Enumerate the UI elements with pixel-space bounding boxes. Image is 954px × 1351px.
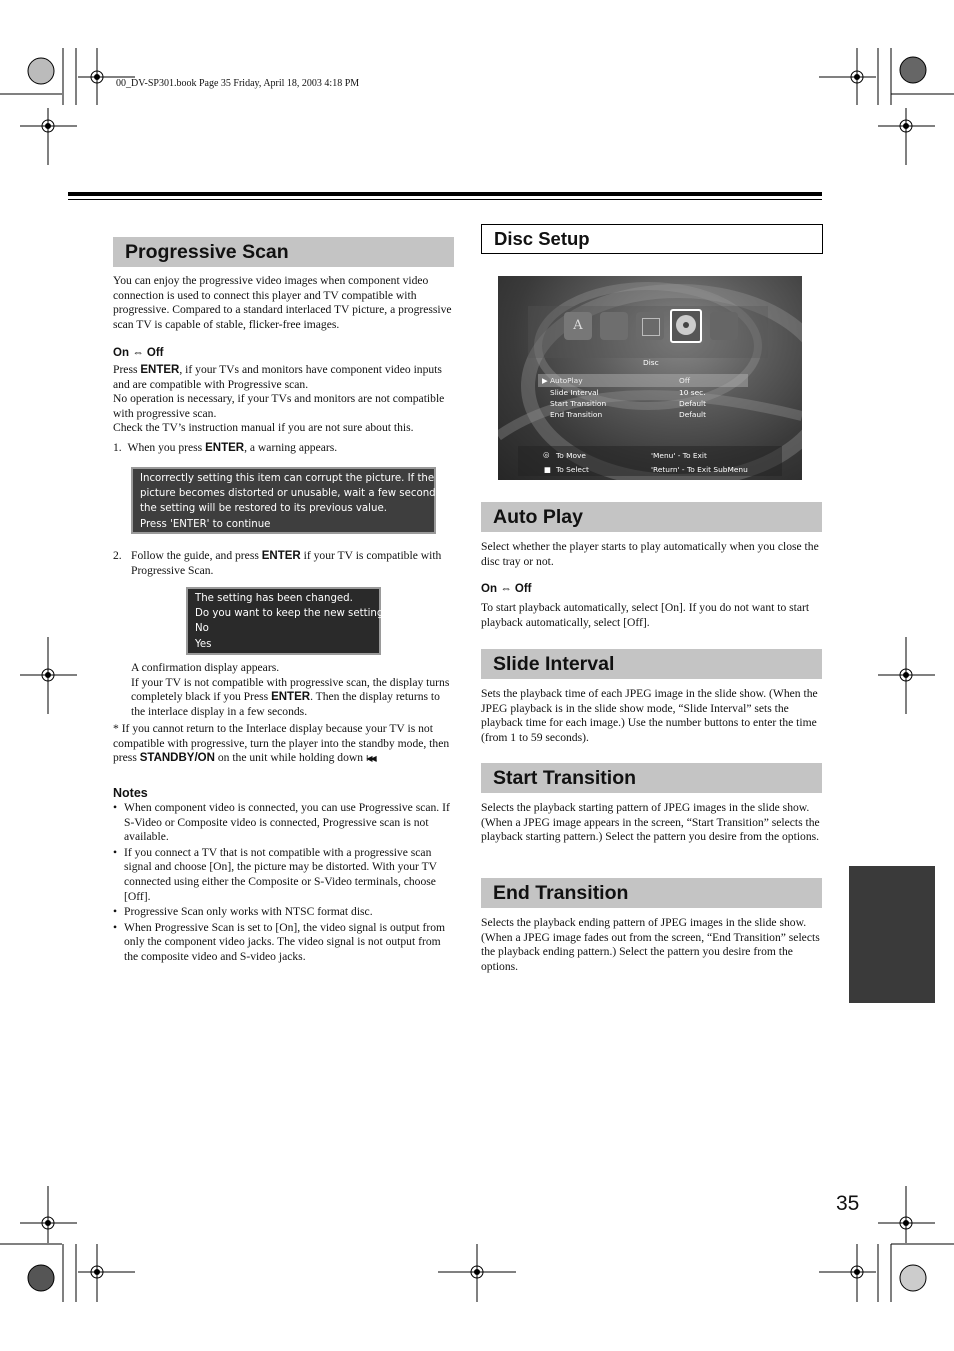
end-transition-text: Selects the playback ending pattern of JPEG images in the slide show. (When a JPEG image fades out from the screen, “End Transition” selects the playback ending pattern.) Select the pattern you desire from the options.: [481, 916, 820, 973]
top-rule-thin: [68, 199, 822, 200]
notes-title: Notes: [113, 786, 148, 800]
progressive-option: On ⇔ Off: [113, 347, 164, 359]
osd-row-slide-interval[interactable]: Slide Interval: [550, 388, 599, 397]
auto-play-detail: To start playback automatically, select [On]. If you do not want to start playback automatically, select [Off].: [481, 601, 810, 629]
osd-menu-label: Disc: [643, 358, 659, 367]
confirmation-text: A confirmation display appears. If your TV is not compatible with progressive scan, the display turns completely black if you Press ENTER. Then the display returns to the interlace display in a few seconds.: [131, 661, 450, 718]
auto-play-option: On ⇔ Off: [481, 583, 532, 595]
step-2: 2. Follow the guide, and press ENTER if your TV is compatible with Progressive Scan.: [113, 549, 442, 577]
osd-value-slide-interval: 10 sec.: [679, 388, 706, 397]
osd-row-autoplay[interactable]: AutoPlay: [550, 376, 583, 385]
warning-dialog: Incorrectly setting this item can corrupt the picture. If the picture becomes distorted or unusable, wait a few seconds and the setting will be restored to its previous value. Press 'ENTER' to continue: [131, 467, 436, 534]
progressive-scan-heading: Progressive Scan: [113, 237, 454, 267]
standby-note: * If you cannot return to the Interlace display because your TV is not compatible with progressive, turn the player into the standby mode, then press STANDBY/ON on the unit while holding down I◀◀.: [113, 722, 450, 765]
osd-value-end-transition: Default: [679, 410, 707, 419]
osd-value-start-transition: Default: [679, 399, 707, 408]
osd-row-end-transition[interactable]: End Transition: [550, 410, 603, 419]
osd-help-move: To Move: [556, 451, 586, 460]
option-no: No: [195, 623, 209, 635]
auto-play-heading: Auto Play: [481, 502, 822, 532]
progressive-intro: You can enjoy the progressive video images when component video connection is used to connect this player and TV compatible with progressive. Compared to a standard interlaced TV picture, a progressive scan TV is capable of stable, flicker-free images.: [113, 274, 452, 331]
side-tab: [849, 866, 935, 1003]
note-item: • Progressive Scan only works with NTSC format disc.: [124, 905, 455, 920]
start-transition-heading: Start Transition: [481, 763, 822, 793]
osd-value-autoplay: Off: [679, 376, 690, 385]
disc-tab-icon[interactable]: [670, 309, 702, 343]
notes-list: [113, 801, 455, 966]
osd-cursor-icon: ▶: [542, 376, 548, 385]
option-yes: Yes: [195, 638, 212, 650]
note-item: • If you connect a TV that is not compatible with a progressive scan signal and choose [On], the picture may be distorted. With your TV connected using either the Composite or S-Video terminals, choose [Off].: [124, 846, 455, 904]
osd-move-icon: ◎: [543, 450, 550, 459]
step-1: 1. When you press ENTER, a warning appears.: [113, 441, 338, 454]
slide-interval-heading: Slide Interval: [481, 649, 822, 679]
top-rule-thick: [68, 192, 822, 196]
audio-tab-icon[interactable]: [600, 312, 628, 340]
parental-tab-icon[interactable]: [710, 312, 738, 340]
display-tab-icon[interactable]: [636, 312, 664, 340]
osd-select-icon: ■: [544, 465, 551, 474]
skip-back-icon: I◀◀: [365, 754, 375, 764]
note-item: • When Progressive Scan is set to [On], the video signal is output from only the component video jacks. The video signal is not output from the composite video and S-video jacks.: [124, 921, 455, 965]
slide-interval-text: Sets the playback time of each JPEG image in the slide show. (When the JPEG playback is in the slide show mode, “Slide Interval” sets the playback time for each image.) Use the number buttons to enter the time (from 1 to 59 seconds).: [481, 687, 818, 744]
disc-setup-heading: Disc Setup: [481, 224, 823, 254]
progressive-body: Press ENTER, if your TVs and monitors have component video inputs and are compatible with Progressive scan. No operation is necessary, if your TVs and monitors are not compatible with progressive scan. Check the TV’s instruction manual if you are not sure about this.: [113, 363, 445, 435]
auto-play-text: Select whether the player starts to play automatically when you close the disc tray or not.: [481, 540, 819, 568]
osd-help-exit: 'Menu' - To Exit: [651, 451, 707, 460]
osd-row-start-transition[interactable]: Start Transition: [550, 399, 607, 408]
page-number: 35: [836, 1192, 860, 1215]
confirm-dialog: The setting has been changed. Do you want to keep the new setting? No Yes: [186, 587, 381, 655]
note-item: • When component video is connected, you can use Progressive scan. If S-Video or Composite video is connected, Progressive scan is not available.: [124, 801, 455, 845]
osd-help-select: To Select: [556, 465, 589, 474]
disc-setup-screen: [498, 276, 802, 480]
language-tab-icon[interactable]: A: [564, 312, 592, 340]
start-transition-text: Selects the playback starting pattern of JPEG images in the slide show. (When a JPEG image appears in the screen, “Start Transition” selects the playback starting pattern.) Select the pattern you desire from the options.: [481, 801, 820, 844]
file-header: 00_DV-SP301.book Page 35 Friday, April 18, 2003 4:18 PM: [116, 78, 360, 89]
end-transition-heading: End Transition: [481, 878, 822, 908]
osd-help-return: 'Return' - To Exit SubMenu: [651, 465, 748, 474]
